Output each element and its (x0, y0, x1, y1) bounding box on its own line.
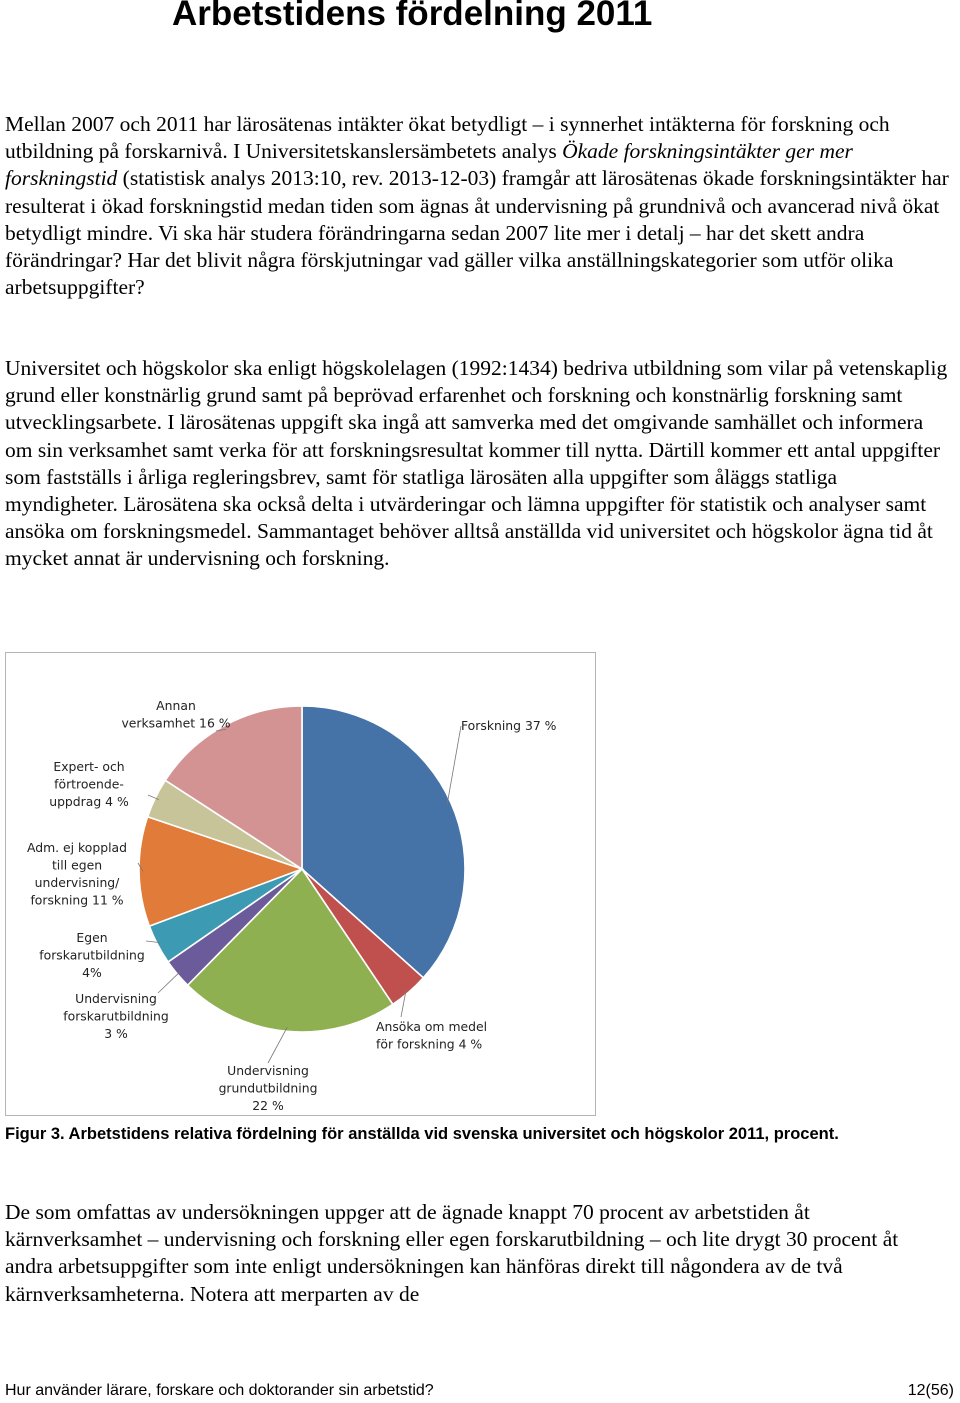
pie-slice-label: Adm. ej kopplad (26, 840, 128, 855)
intro-paragraph (5, 111, 950, 301)
pie-chart-figure (5, 652, 596, 1116)
pie-slice-label: Egen (76, 930, 108, 945)
footer-document-title: Hur använder lärare, forskare och doktorander sin arbetstid? (5, 1382, 434, 1399)
pie-slice-label: för forskning 4 % (376, 1036, 483, 1052)
intro-text-end: (statistisk analys 2013:10, rev. 2013-12-03) framgår att lärosätenas ökade forskningsintäkter har resulterat i ökad forskningstid medan tiden som ägnas åt undervisning på grundnivå och avancerad nivå ökat betydligt mindre. Vi ska här studera förändringarna sedan 2007 lite mer i detalj – har det skett andra förändringar? Har det blivit några förskjutningar vad gäller vilka anställningskategorier som utför olika arbetsuppgifter? (5, 166, 949, 300)
pie-slice-label: Annan (156, 698, 196, 713)
pie-slice-label: undervisning/ (34, 875, 120, 890)
pie-slice-label: Undervisning (75, 991, 157, 1006)
pie-slice-label: forskarutbildning (63, 1008, 169, 1024)
pie-slice-label: Forskning 37 % (461, 718, 557, 733)
pie-slice-label: uppdrag 4 % (49, 794, 129, 809)
pie-slice-label: 4% (82, 965, 102, 980)
intro-text-start: Mellan 2007 och 2011 har lärosätenas intäkter ökat betydligt – i synnerhet intäkterna för forskning och utbildning på forskarnivå. I Universitetskanslersämbetets analys (5, 112, 890, 164)
pie-leader-line (268, 1027, 287, 1063)
pie-slice-label: forskarutbildning (39, 947, 145, 963)
results-paragraph: De som omfattas av undersökningen uppger att de ägnade knappt 70 procent av arbetstiden åt kärnverksamhet – undervisning och forskning eller egen forskarutbildning – och lite drygt 30 procent åt andra arbetsuppgifter som inte enligt undersökningen kan hänföras direkt till någondera av de två kärnverksamheterna. Notera att merparten av de (5, 1200, 899, 1306)
pie-slices (139, 706, 465, 1032)
pie-slice-label: forskning 11 % (30, 892, 124, 908)
page-title: Arbetstidens fördelning 2011 (172, 0, 653, 33)
pie-slice-label: till egen (51, 857, 103, 873)
report-title-italic: Ökade forskningsintäkter ger mer forskningstid (5, 139, 853, 191)
pie-chart (6, 653, 597, 1117)
pie-slice-label: 22 % (252, 1098, 284, 1113)
pie-leader-line (158, 971, 180, 993)
pie-slice-label: förtroende- (54, 776, 124, 792)
pie-slice-label: grundutbildning (218, 1080, 318, 1096)
mission-paragraph: Universitet och högskolor ska enligt högskolelagen (1992:1434) bedriva utbildning som vilar på vetenskaplig grund eller konstnärlig grund samt på beprövad erfarenhet och forskning och konstnärlig forskning samt utvecklingsarbete. I lärosätenas uppgift ska ingå att samverka med det omgivande samhället och informera om sin verksamhet samt verka för att forskningsresultat kommer till nytta. Därtill kommer ett antal uppgifter som fastställs i årliga regleringsbrev, samt för statliga lärosäten alla uppgifter som åläggs statliga myndigheter. Lärosätena ska också delta i utvärderingar och lämna uppgifter för statistik och analyser samt ansöka om forskningsmedel. Sammantaget behöver alltså anställda vid universitet och högskolor ägna tid åt mycket annat är undervisning och forskning. (5, 356, 948, 571)
pie-slice-label: Expert- och (53, 759, 125, 774)
footer-page-number: 12(56) (907, 1382, 954, 1399)
pie-leader-line (447, 726, 461, 804)
pie-slice-label: 3 % (104, 1026, 128, 1041)
pie-slice-label: Undervisning (227, 1063, 309, 1078)
figure-caption: Figur 3. Arbetstidens relativa fördelning för anställda vid svenska universitet och högskolor 2011, procent. (5, 1125, 839, 1143)
pie-slice-label: verksamhet 16 % (121, 715, 231, 731)
pie-slice-label: Ansöka om medel (376, 1019, 488, 1034)
